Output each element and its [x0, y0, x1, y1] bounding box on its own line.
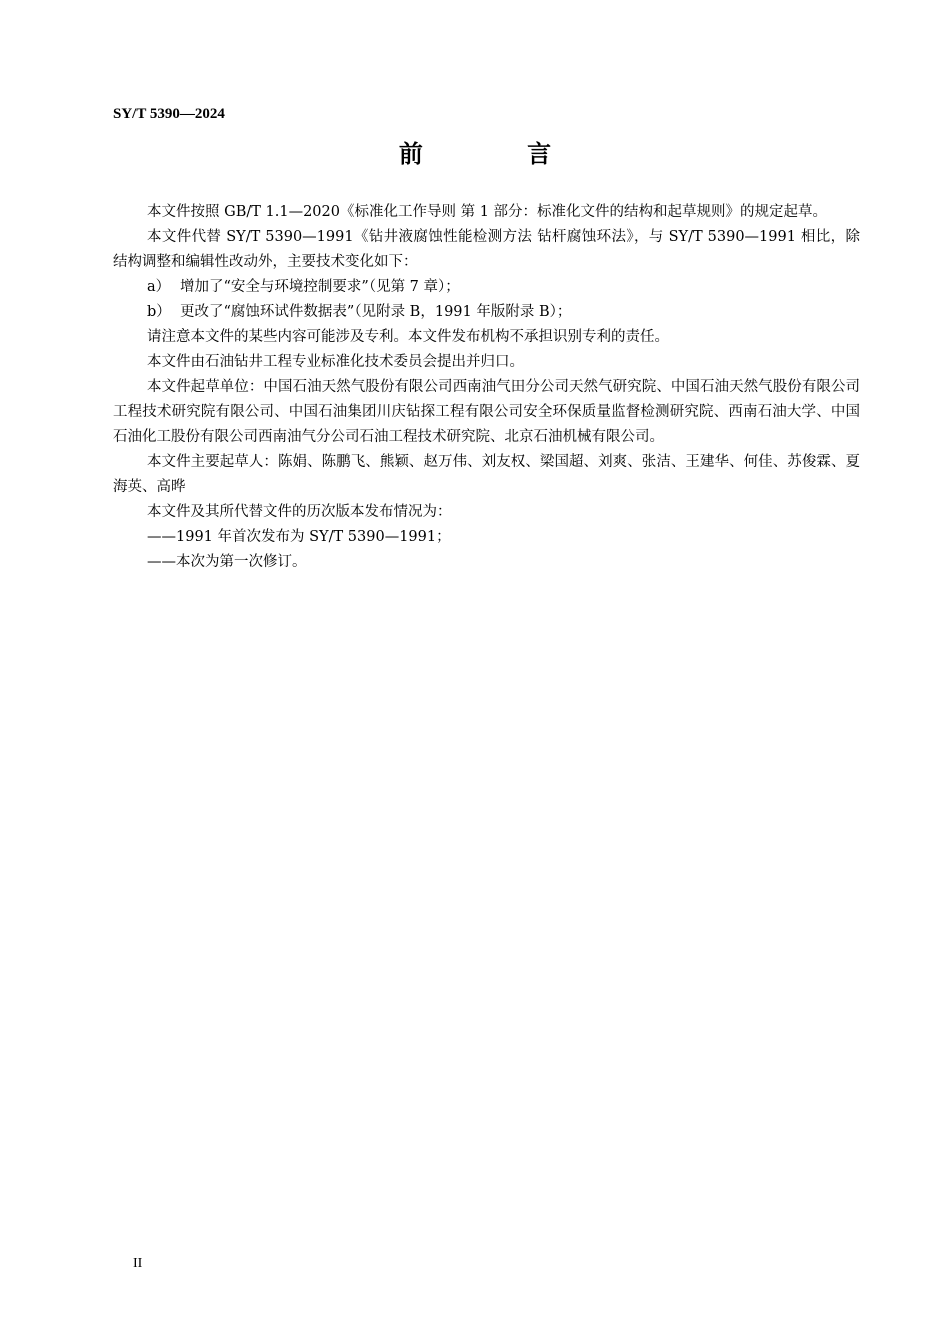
change-item-label: a） [147, 279, 171, 295]
paragraph-drafters: 本文件主要起草人：陈娟、陈鹏飞、熊颖、赵万伟、刘友权、梁国超、刘爽、张洁、王建华、何佳、苏俊霖、夏海英、高晔 [113, 454, 860, 495]
paragraph-patent-notice: 请注意本文件的某些内容可能涉及专利。本文件发布机构不承担识别专利的责任。 [147, 329, 669, 345]
change-item-text: 更改了“腐蚀环试件数据表”（见附录 B，1991 年版附录 B）； [180, 304, 572, 320]
foreword-body [113, 200, 860, 575]
paragraph-history-intro: 本文件及其所代替文件的历次版本发布情况为： [147, 504, 452, 520]
change-item-b [113, 300, 860, 325]
paragraph-drafting-units: 本文件起草单位：中国石油天然气股份有限公司西南油气田分公司天然气研究院、中国石油天然气股份有限公司工程技术研究院有限公司、中国石油集团川庆钻探工程有限公司安全环保质量监督检测研究院、西南石油大学、中国石油化工股份有限公司西南油气分公司石油工程技术研究院、北京石油机械有限公司。 [113, 379, 860, 445]
change-item-text: 增加了“安全与环境控制要求”（见第 7 章）； [180, 279, 460, 295]
paragraph-replacement: 本文件代替 SY/T 5390—1991《钻井液腐蚀性能检测方法 钻杆腐蚀环法》，与 SY/T 5390—1991 相比，除结构调整和编辑性改动外，主要技术变化如下： [113, 229, 860, 270]
history-item: ——1991 年首次发布为 SY/T 5390—1991； [147, 529, 451, 545]
paragraph-drafting-rules: 本文件按照 GB/T 1.1—2020《标准化工作导则 第 1 部分：标准化文件的结构和起草规则》的规定起草。 [147, 204, 828, 220]
page-title: 前 言 [398, 140, 600, 168]
change-item-a [113, 275, 860, 300]
page-number: II [133, 1256, 143, 1271]
standard-code: SY/T 5390—2024 [113, 106, 225, 122]
history-item: ——本次为第一次修订。 [147, 554, 307, 570]
change-item-label: b） [147, 304, 171, 320]
paragraph-committee: 本文件由石油钻井工程专业标准化技术委员会提出并归口。 [147, 354, 524, 370]
